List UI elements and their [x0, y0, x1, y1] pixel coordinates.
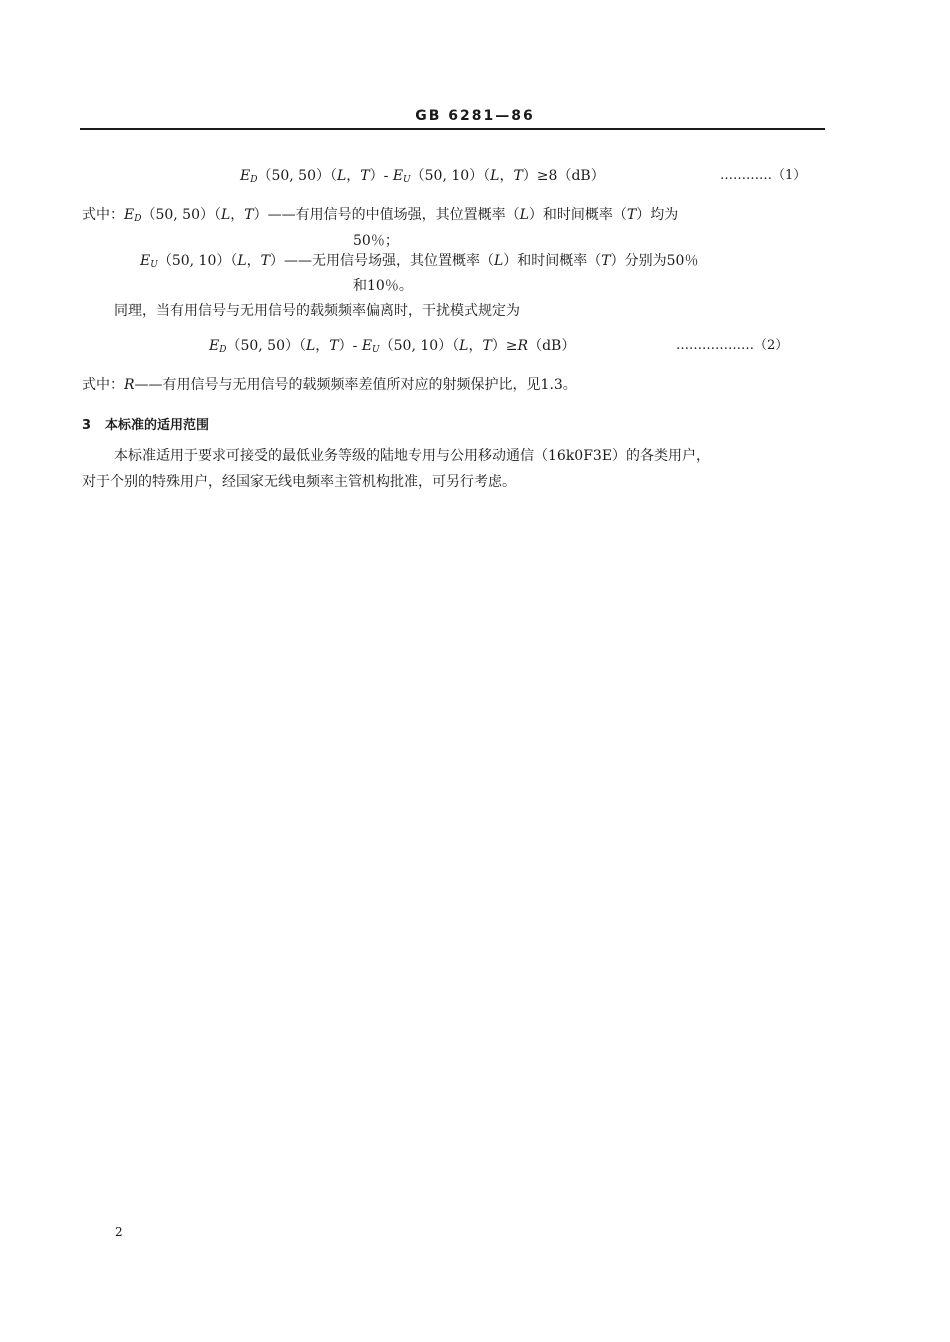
eq1-l: L [336, 168, 347, 184]
eq2-ed: E [209, 338, 220, 354]
eq1-mid2: ）- [369, 168, 393, 184]
where2-a: （50, 10）（ [157, 253, 238, 269]
eq2-r: R [517, 338, 529, 354]
eq1-mid1: （50, 50）（ [257, 168, 337, 184]
where2-b: ， [246, 253, 261, 269]
eq1-comma: ， [346, 168, 361, 184]
scope-line-2: 对于个别的特殊用户，经国家无线电频率主管机构批准，可另行考虑。 [82, 474, 516, 490]
eq2-eu-sub: U [372, 345, 380, 355]
section-3-heading [82, 414, 209, 433]
where1-a: （50, 50）（ [141, 207, 221, 223]
eq2-mid2: ）- [338, 338, 362, 354]
eq1-ed: E [240, 168, 251, 184]
where2-l2: L [494, 253, 504, 269]
eq1-eu-sub: U [403, 175, 411, 185]
where-clause-2-cont: 和10％。 [353, 278, 413, 294]
where1-l: L [220, 207, 231, 223]
where1-prefix: 式中： [82, 207, 124, 223]
header-rule [80, 128, 825, 130]
where3-prefix: 式中： [82, 377, 124, 393]
eq1-comma2: ， [499, 168, 514, 184]
equation-1-number: …………（1） [720, 168, 807, 183]
eq1-l2: L [490, 168, 500, 184]
where-clause-1 [82, 205, 678, 229]
page-number: 2 [115, 1225, 123, 1239]
where2-l: L [237, 253, 247, 269]
eq1-tail: ）≥8（dB） [522, 168, 605, 184]
where2-c: ）——无用信号场强，其位置概率（ [270, 253, 494, 269]
eq1-eu: E [392, 168, 404, 184]
where2-eu-sub: U [150, 260, 158, 270]
where1-e: ）均为 [636, 207, 679, 223]
where2-t: T [260, 253, 270, 269]
where3-r: R [124, 377, 135, 393]
eq2-mid3: （50, 10）（ [379, 338, 460, 354]
where1-d: ）和时间概率（ [528, 207, 627, 223]
eq2-comma2: ， [468, 338, 483, 354]
eq2-l: L [305, 338, 316, 354]
eq1-t2: T [513, 168, 523, 184]
eq2-ed-sub: D [219, 345, 227, 355]
section-3-title: 本标准的适用范围 [105, 418, 210, 433]
eq1-ed-sub: D [250, 175, 258, 185]
document-code-header: GB 6281—86 [415, 108, 535, 124]
where1-b: ， [230, 207, 245, 223]
eq2-t2: T [482, 338, 492, 354]
equation-1 [240, 166, 605, 190]
scope-line-1: 本标准适用于要求可接受的最低业务等级的陆地专用与公用移动通信（16k0F3E）的各类用户， [114, 448, 711, 464]
eq2-eu: E [361, 338, 373, 354]
paragraph-same-principle: 同理，当有用信号与无用信号的载频频率偏离时，干扰模式规定为 [114, 303, 520, 319]
where2-eu: E [140, 253, 151, 269]
where-clause-2 [140, 251, 698, 275]
where1-t: T [244, 207, 254, 223]
where3-text: ——有用信号与无用信号的载频频率差值所对应的射频保护比，见1.3。 [134, 377, 577, 393]
eq2-tail1: ）≥ [491, 338, 518, 354]
where-clause-3 [82, 375, 577, 395]
where1-l2: L [519, 207, 529, 223]
eq1-mid3: （50, 10）（ [410, 168, 491, 184]
section-3-number: 3 [82, 418, 92, 433]
eq2-t: T [329, 338, 339, 354]
where1-ed: E [124, 207, 135, 223]
where1-t2: T [626, 207, 637, 223]
where1-ed-sub: D [134, 214, 142, 224]
eq2-l2: L [459, 338, 469, 354]
eq2-mid1: （50, 50）（ [226, 338, 306, 354]
equation-2 [209, 336, 575, 360]
eq2-tail2: （dB） [528, 338, 576, 354]
eq1-t: T [360, 168, 370, 184]
where2-d: ）和时间概率（ [503, 253, 602, 269]
where2-t2: T [601, 253, 611, 269]
where1-c: ）——有用信号的中值场强，其位置概率（ [253, 207, 520, 223]
equation-2-number: ………………（2） [676, 338, 789, 353]
eq2-comma: ， [315, 338, 330, 354]
where2-e: ）分别为50％ [610, 253, 699, 269]
where-clause-1-cont: 50％； [353, 233, 399, 249]
